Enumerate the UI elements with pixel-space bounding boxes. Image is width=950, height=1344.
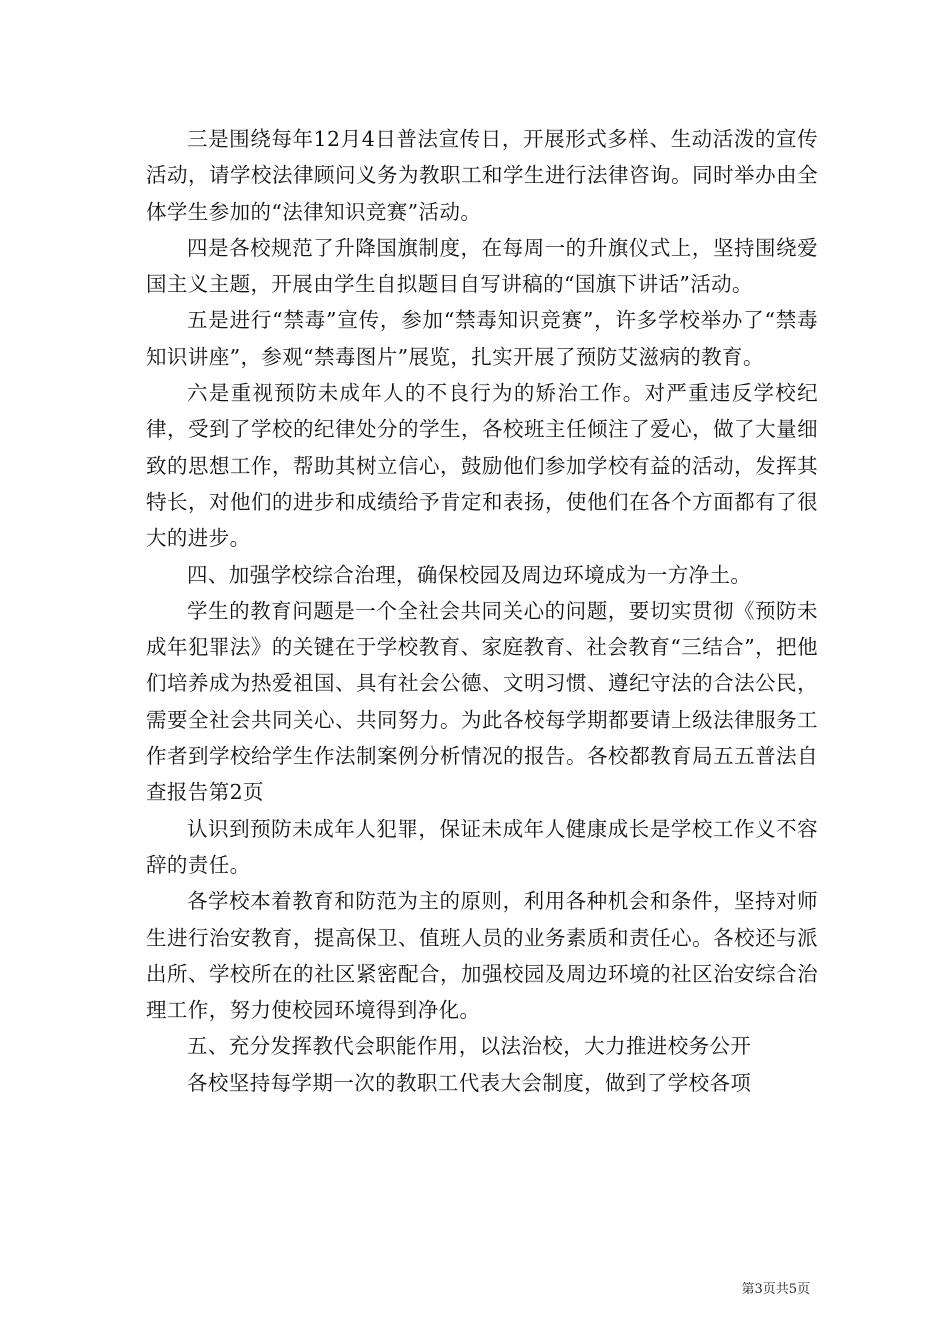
paragraph-anti-drug-campaign: 五是进行“禁毒”宣传，参加“禁毒知识竞赛”，许多学校举办了“禁毒知识讲座”，参观“禁毒图片”展览，扎实开展了预防艾滋病的教育。	[146, 308, 818, 369]
paragraph-flag-ceremony: 四是各校规范了升降国旗制度，在每周一的升旗仪式上，坚持围绕爱国主义主题，开展由学生自拟题目自写讲稿的“国旗下讲话”活动。	[146, 235, 818, 297]
paragraph-behavior-correction: 六是重视预防未成年人的不良行为的矫治工作。对严重违反学校纪律，受到了学校的纪律处分的学生，各校班主任倾注了爱心，做了大量细致的思想工作，帮助其树立信心，鼓励他们参加学校有益的活动，发挥其特长，对他们的进步和成绩给予肯定和表扬，使他们在各个方面都有了很大的进步。	[146, 381, 818, 551]
paragraph-social-education: 学生的教育问题是一个全社会共同关心的问题，要切实贯彻《预防未成年犯罪法》的关键在于学校教育、家庭教育、社会教育“三结合”，把他们培养成为热爱祖国、具有社会公德、文明习惯、遵纪守法的合法公民，需要全社会共同关心、共同努力。为此各校每学期都要请上级法律服务工作者到学校给学生作法制案例分析情况的报告。各校都教育局五五普法自查报告第2页	[146, 598, 818, 805]
page-number-footer: 第3页共5页	[741, 1282, 810, 1297]
section-heading-staff-congress: 五、充分发挥教代会职能作用，以法治校，大力推进校务公开	[187, 1034, 752, 1059]
document-body	[146, 121, 818, 1101]
paragraph-security-education: 各学校本着教育和防范为主的原则，利用各种机会和条件，坚持对师生进行治安教育，提高保卫、值班人员的业务素质和责任心。各校还与派出所、学校所在的社区紧密配合，加强校园及周边环境的社区治安综合治理工作，努力使校园环境得到净化。	[146, 889, 818, 1023]
paragraph-legal-day-activities: 三是围绕每年12月4日普法宣传日，开展形式多样、生动活泼的宣传活动，请学校法律顾问义务为教职工和学生进行法律咨询。同时举办由全体学生参加的“法律知识竞赛”活动。	[146, 127, 818, 224]
paragraph-staff-congress-system: 各校坚持每学期一次的教职工代表大会制度，做到了学校各项	[187, 1070, 752, 1095]
section-heading-comprehensive-governance: 四、加强学校综合治理，确保校园及周边环境成为一方净土。	[187, 562, 752, 587]
paragraph-school-responsibility: 认识到预防未成年人犯罪，保证未成年人健康成长是学校工作义不容辞的责任。	[146, 816, 818, 877]
